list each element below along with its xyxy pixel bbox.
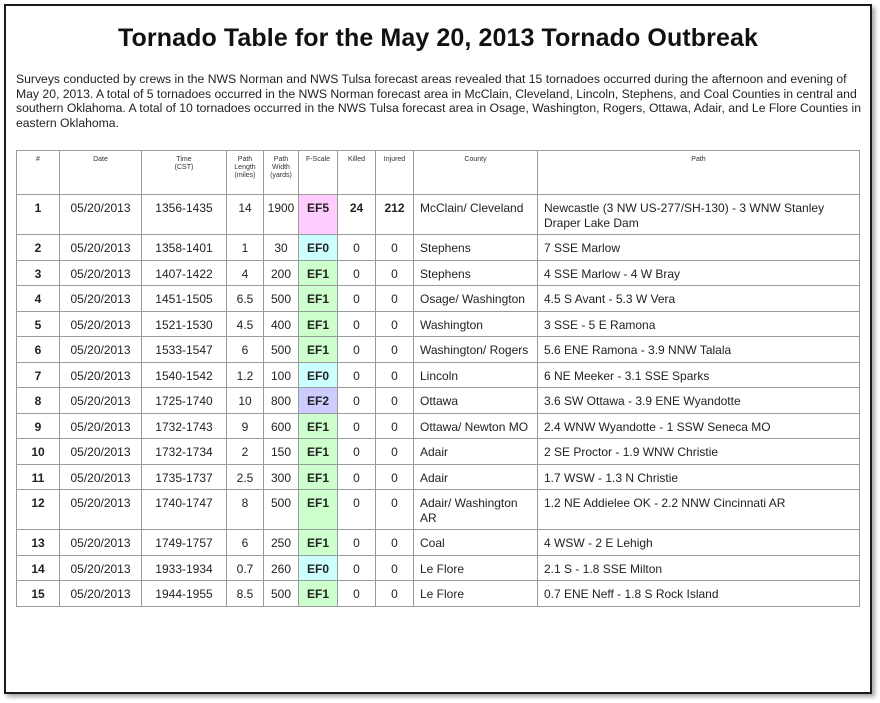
cell-injured: 0 (376, 464, 414, 490)
cell-path-length: 1 (227, 235, 264, 261)
cell-injured: 0 (376, 311, 414, 337)
cell-path-length: 6 (227, 337, 264, 363)
cell-county: McClain/ Cleveland (414, 195, 538, 235)
cell-county: Adair/ Washington AR (414, 490, 538, 530)
cell-path-length: 8.5 (227, 581, 264, 607)
cell-date: 05/20/2013 (60, 581, 142, 607)
cell-path-length: 2 (227, 439, 264, 465)
cell-path: 5.6 ENE Ramona - 3.9 NNW Talala (538, 337, 860, 363)
cell-number: 2 (17, 235, 60, 261)
cell-path-length: 14 (227, 195, 264, 235)
table-row (17, 286, 860, 312)
cell-path-length: 0.7 (227, 555, 264, 581)
table-row (17, 439, 860, 465)
cell-number: 6 (17, 337, 60, 363)
cell-path-length: 6.5 (227, 286, 264, 312)
cell-injured: 0 (376, 337, 414, 363)
cell-injured: 0 (376, 260, 414, 286)
cell-killed: 0 (338, 388, 376, 414)
cell-path: 7 SSE Marlow (538, 235, 860, 261)
cell-date: 05/20/2013 (60, 439, 142, 465)
cell-time: 1533-1547 (142, 337, 227, 363)
cell-f-scale: EF1 (299, 286, 338, 312)
table-header-row (17, 151, 860, 195)
cell-number: 11 (17, 464, 60, 490)
cell-number: 4 (17, 286, 60, 312)
cell-date: 05/20/2013 (60, 388, 142, 414)
cell-killed: 0 (338, 581, 376, 607)
cell-path-width: 250 (264, 530, 299, 556)
cell-killed: 0 (338, 235, 376, 261)
cell-date: 05/20/2013 (60, 413, 142, 439)
cell-path: 2.1 S - 1.8 SSE Milton (538, 555, 860, 581)
cell-path-width: 400 (264, 311, 299, 337)
cell-number: 14 (17, 555, 60, 581)
cell-f-scale: EF1 (299, 581, 338, 607)
table-row (17, 235, 860, 261)
cell-path-length: 9 (227, 413, 264, 439)
cell-path-width: 500 (264, 286, 299, 312)
cell-path-length: 6 (227, 530, 264, 556)
cell-path-width: 500 (264, 490, 299, 530)
cell-time: 1725-1740 (142, 388, 227, 414)
table-row (17, 581, 860, 607)
cell-path: 6 NE Meeker - 3.1 SSE Sparks (538, 362, 860, 388)
cell-number: 12 (17, 490, 60, 530)
cell-county: Washington (414, 311, 538, 337)
table-row (17, 337, 860, 363)
cell-path: 0.7 ENE Neff - 1.8 S Rock Island (538, 581, 860, 607)
cell-county: Ottawa (414, 388, 538, 414)
cell-time: 1540-1542 (142, 362, 227, 388)
table-row (17, 260, 860, 286)
column-header-path-width: Path Width (yards) (264, 151, 299, 195)
column-header-date: Date (60, 151, 142, 195)
cell-injured: 0 (376, 439, 414, 465)
cell-path-length: 8 (227, 490, 264, 530)
cell-killed: 0 (338, 362, 376, 388)
cell-f-scale: EF1 (299, 530, 338, 556)
page-title: Tornado Table for the May 20, 2013 Tornado Outbreak (118, 24, 758, 52)
cell-time: 1407-1422 (142, 260, 227, 286)
cell-time: 1740-1747 (142, 490, 227, 530)
cell-path: 2.4 WNW Wyandotte - 1 SSW Seneca MO (538, 413, 860, 439)
column-header-killed: Killed (338, 151, 376, 195)
cell-path-width: 260 (264, 555, 299, 581)
cell-number: 10 (17, 439, 60, 465)
table-row (17, 490, 860, 530)
cell-time: 1358-1401 (142, 235, 227, 261)
cell-path: Newcastle (3 NW US-277/SH-130) - 3 WNW Stanley Draper Lake Dam (538, 195, 860, 235)
cell-injured: 0 (376, 235, 414, 261)
cell-injured: 0 (376, 286, 414, 312)
cell-date: 05/20/2013 (60, 362, 142, 388)
table-row (17, 555, 860, 581)
cell-f-scale: EF2 (299, 388, 338, 414)
column-header-f-scale: F-Scale (299, 151, 338, 195)
cell-path-width: 1900 (264, 195, 299, 235)
cell-killed: 0 (338, 530, 376, 556)
cell-f-scale: EF1 (299, 413, 338, 439)
cell-county: Coal (414, 530, 538, 556)
cell-killed: 0 (338, 286, 376, 312)
cell-time: 1933-1934 (142, 555, 227, 581)
cell-f-scale: EF1 (299, 439, 338, 465)
cell-number: 15 (17, 581, 60, 607)
cell-number: 3 (17, 260, 60, 286)
cell-time: 1521-1530 (142, 311, 227, 337)
cell-path-width: 600 (264, 413, 299, 439)
cell-path: 4 WSW - 2 E Lehigh (538, 530, 860, 556)
cell-date: 05/20/2013 (60, 490, 142, 530)
cell-county: Ottawa/ Newton MO (414, 413, 538, 439)
cell-county: Osage/ Washington (414, 286, 538, 312)
cell-time: 1735-1737 (142, 464, 227, 490)
cell-date: 05/20/2013 (60, 530, 142, 556)
cell-date: 05/20/2013 (60, 555, 142, 581)
cell-path-length: 4 (227, 260, 264, 286)
cell-f-scale: EF1 (299, 260, 338, 286)
cell-path: 4 SSE Marlow - 4 W Bray (538, 260, 860, 286)
cell-path: 4.5 S Avant - 5.3 W Vera (538, 286, 860, 312)
cell-path-length: 2.5 (227, 464, 264, 490)
cell-time: 1749-1757 (142, 530, 227, 556)
cell-date: 05/20/2013 (60, 311, 142, 337)
cell-f-scale: EF0 (299, 235, 338, 261)
cell-f-scale: EF0 (299, 555, 338, 581)
cell-path-width: 30 (264, 235, 299, 261)
cell-date: 05/20/2013 (60, 337, 142, 363)
column-header-path-length: Path Length (miles) (227, 151, 264, 195)
table-body (17, 195, 860, 607)
table-row (17, 530, 860, 556)
cell-injured: 0 (376, 555, 414, 581)
cell-killed: 24 (338, 195, 376, 235)
cell-killed: 0 (338, 490, 376, 530)
cell-injured: 0 (376, 413, 414, 439)
cell-number: 1 (17, 195, 60, 235)
column-header-path: Path (538, 151, 860, 195)
column-header-number: # (17, 151, 60, 195)
column-header-injured: Injured (376, 151, 414, 195)
cell-date: 05/20/2013 (60, 235, 142, 261)
cell-injured: 0 (376, 581, 414, 607)
cell-county: Lincoln (414, 362, 538, 388)
cell-path: 2 SE Proctor - 1.9 WNW Christie (538, 439, 860, 465)
cell-number: 5 (17, 311, 60, 337)
cell-killed: 0 (338, 260, 376, 286)
cell-path-length: 10 (227, 388, 264, 414)
cell-path-length: 4.5 (227, 311, 264, 337)
cell-killed: 0 (338, 439, 376, 465)
cell-time: 1732-1743 (142, 413, 227, 439)
cell-time: 1944-1955 (142, 581, 227, 607)
cell-date: 05/20/2013 (60, 260, 142, 286)
cell-killed: 0 (338, 337, 376, 363)
cell-number: 9 (17, 413, 60, 439)
cell-f-scale: EF1 (299, 464, 338, 490)
cell-injured: 0 (376, 362, 414, 388)
cell-county: Stephens (414, 260, 538, 286)
cell-killed: 0 (338, 464, 376, 490)
cell-path-width: 100 (264, 362, 299, 388)
cell-path-width: 800 (264, 388, 299, 414)
cell-path-width: 300 (264, 464, 299, 490)
cell-f-scale: EF1 (299, 337, 338, 363)
cell-f-scale: EF5 (299, 195, 338, 235)
cell-time: 1451-1505 (142, 286, 227, 312)
cell-path-length: 1.2 (227, 362, 264, 388)
cell-county: Washington/ Rogers (414, 337, 538, 363)
cell-date: 05/20/2013 (60, 286, 142, 312)
cell-time: 1732-1734 (142, 439, 227, 465)
cell-path: 1.7 WSW - 1.3 N Christie (538, 464, 860, 490)
cell-injured: 0 (376, 530, 414, 556)
cell-killed: 0 (338, 555, 376, 581)
cell-injured: 212 (376, 195, 414, 235)
cell-path-width: 150 (264, 439, 299, 465)
page-frame (4, 4, 872, 694)
cell-path-width: 500 (264, 581, 299, 607)
cell-number: 13 (17, 530, 60, 556)
cell-f-scale: EF1 (299, 311, 338, 337)
cell-county: Adair (414, 439, 538, 465)
cell-path: 3.6 SW Ottawa - 3.9 ENE Wyandotte (538, 388, 860, 414)
cell-date: 05/20/2013 (60, 195, 142, 235)
cell-path: 3 SSE - 5 E Ramona (538, 311, 860, 337)
table-row (17, 362, 860, 388)
tornado-table (16, 150, 860, 607)
table-row (17, 413, 860, 439)
table-row (17, 311, 860, 337)
cell-number: 8 (17, 388, 60, 414)
cell-killed: 0 (338, 311, 376, 337)
table-row (17, 464, 860, 490)
cell-injured: 0 (376, 388, 414, 414)
cell-county: Le Flore (414, 581, 538, 607)
column-header-county: County (414, 151, 538, 195)
cell-f-scale: EF0 (299, 362, 338, 388)
cell-path: 1.2 NE Addielee OK - 2.2 NNW Cincinnati AR (538, 490, 860, 530)
table-row (17, 195, 860, 235)
column-header-time: Time (CST) (142, 151, 227, 195)
table-row (17, 388, 860, 414)
cell-injured: 0 (376, 490, 414, 530)
cell-f-scale: EF1 (299, 490, 338, 530)
cell-number: 7 (17, 362, 60, 388)
cell-county: Le Flore (414, 555, 538, 581)
cell-path-width: 200 (264, 260, 299, 286)
cell-time: 1356-1435 (142, 195, 227, 235)
cell-path-width: 500 (264, 337, 299, 363)
cell-killed: 0 (338, 413, 376, 439)
cell-date: 05/20/2013 (60, 464, 142, 490)
cell-county: Stephens (414, 235, 538, 261)
cell-county: Adair (414, 464, 538, 490)
intro-paragraph: Surveys conducted by crews in the NWS Norman and NWS Tulsa forecast areas revealed that 15 tornadoes occurred during the afternoon and evening of May 20, 2013. A total of 5 tornadoes occurred in the NWS Norman forecast area in McClain, Cleveland, Lincoln, Stephens, and Coal Counties in central and southern Oklahoma. A total of 10 tornadoes occurred in the NWS Tulsa forecast area in Osage, Washington, Rogers, Ottawa, Adair, and Le Flore Counties in eastern Oklahoma. (16, 72, 862, 130)
